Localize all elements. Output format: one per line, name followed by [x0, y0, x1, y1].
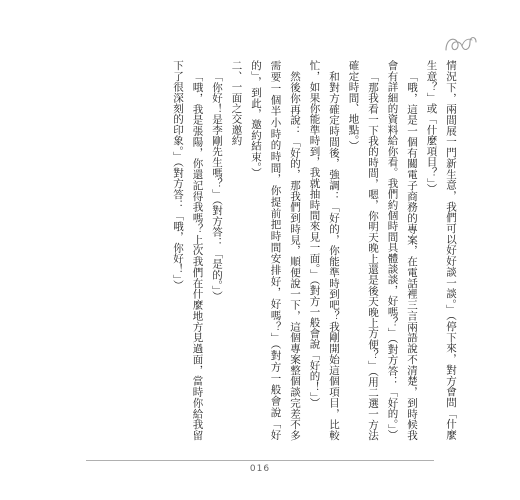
page-number: 016: [249, 464, 271, 474]
paragraph-2: 「哦，這是一個有關電子商務的專案，在電話裡三言兩語說不清楚，到時候我會有詳細的資料給你看。我們約個時間具體談談，好嗎？」（對方答：「好的。」）: [386, 60, 418, 441]
paragraph-5: 然後你再說：「好的，那我們到時見，順便說一下，這個專案整個談完差不多需要一個半小時的時間，你提前把時間安排好，好嗎？」（對方一般會說「好的」，到此，邀約結束。）: [250, 60, 301, 440]
paragraph-4: 和對方確定時間後，強調：「好的，你能準時到吧？我剛開始這個項目，比較忙，如果你能準時到，我就抽時間來見一面。」（對方一般會說「好的！」）: [308, 60, 340, 440]
paragraph-1: 情況下，兩間展一門新生意，我們可以好好談一談。」（停下來，對方會問「什麼生意？」或「什麼項目？」）: [425, 60, 457, 440]
section-heading: 二、一面之交邀約: [230, 60, 243, 146]
decorative-flourish-icon: [440, 28, 480, 58]
paragraph-3: 「那我看一下我的時間，嗯，你明天晚上還是後天晚上方便？」（用二選一方法確定時間、地點。）: [347, 60, 379, 440]
vertical-body-text: [68, 60, 460, 440]
paragraph-7: 「你好！是李剛先生嗎？」（對方答：「是的。」）: [211, 70, 223, 301]
footer-divider: [86, 460, 434, 461]
paragraph-8: 「哦，我是張陽，你還記得我嗎？上次我們在什麼地方見過面，當時你給我留下了很深刻的印象。」（對方答：「哦，你好！」）: [172, 60, 204, 440]
